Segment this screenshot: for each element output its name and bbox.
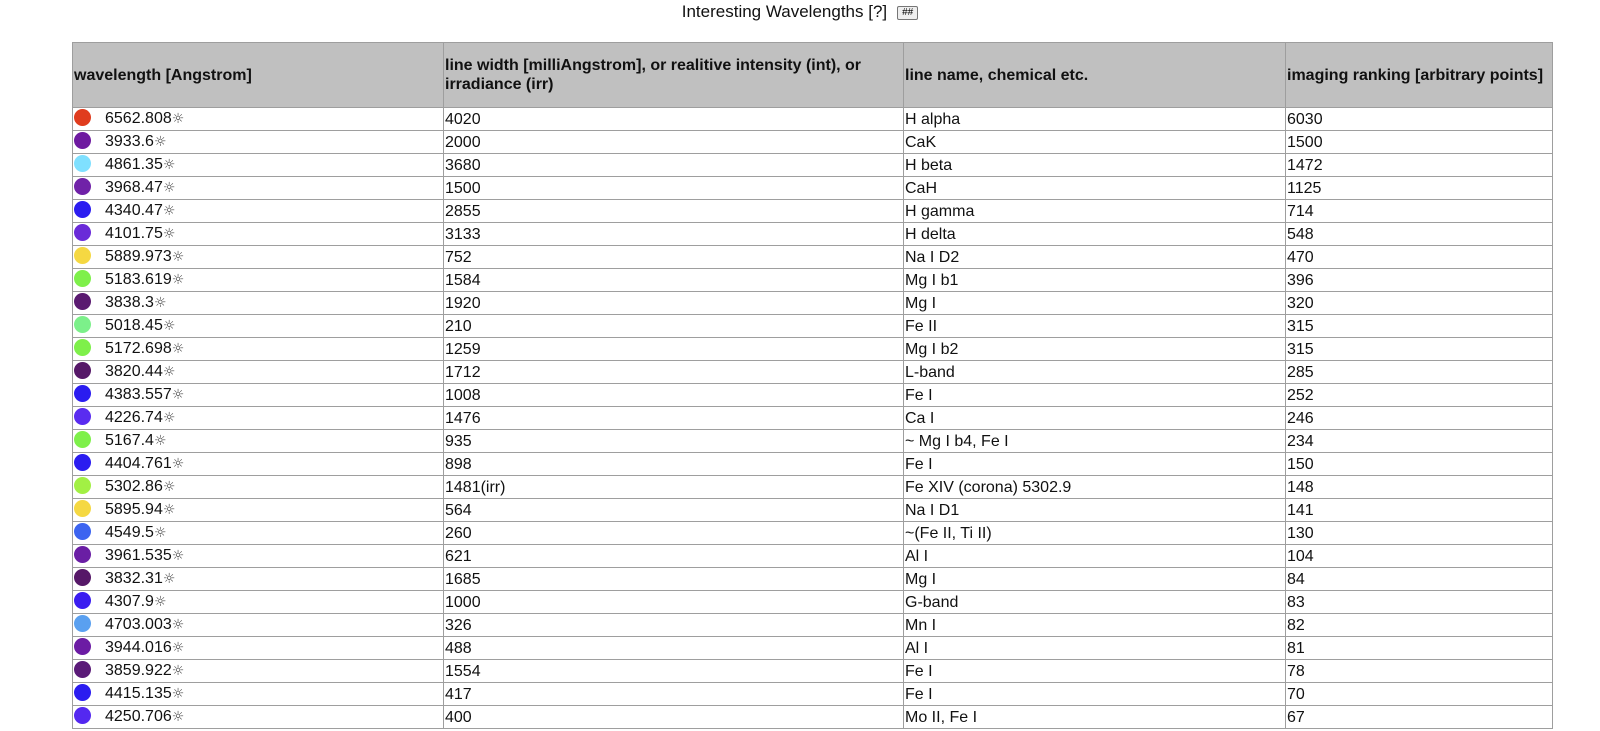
wavelength-cell [73,177,444,200]
wavelength-cell [73,453,444,476]
wavelength-value: 4703.003 [105,616,172,633]
sun-icon[interactable]: ☼ [171,663,185,679]
wavelength-cell [73,269,444,292]
wavelength-value: 4101.75 [105,225,163,242]
line-name-cell: H delta [904,223,1286,246]
table-row[interactable] [73,361,1553,384]
table-row[interactable] [73,200,1553,223]
imaging-ranking-cell: 320 [1286,292,1553,315]
line-name-cell: Fe II [904,315,1286,338]
wavelength-cell [73,384,444,407]
imaging-ranking-cell: 1125 [1286,177,1553,200]
table-row[interactable] [73,591,1553,614]
wavelength-value: 3933.6 [105,133,154,150]
line-width-cell: 417 [444,683,904,706]
imaging-ranking-cell: 6030 [1286,108,1553,131]
wavelengths-table [72,42,1553,729]
table-row[interactable] [73,568,1553,591]
sun-icon[interactable]: ☼ [171,640,185,656]
line-width-cell: 1685 [444,568,904,591]
wavelength-value: 4404.761 [105,455,172,472]
line-name-cell: Mg I b1 [904,269,1286,292]
imaging-ranking-cell: 246 [1286,407,1553,430]
line-name-cell: H alpha [904,108,1286,131]
line-width-cell: 752 [444,246,904,269]
wavelength-value: 4307.9 [105,593,154,610]
line-name-cell: Mg I [904,568,1286,591]
table-row[interactable] [73,384,1553,407]
wavelength-value: 3944.016 [105,639,172,656]
line-width-cell: 210 [444,315,904,338]
wavelength-value: 4383.557 [105,386,172,403]
color-swatch-icon [74,638,91,655]
table-row[interactable] [73,660,1553,683]
imaging-ranking-cell: 81 [1286,637,1553,660]
imaging-ranking-cell: 78 [1286,660,1553,683]
wavelength-cell [73,683,444,706]
color-swatch-icon [74,316,91,333]
wavelength-cell [73,292,444,315]
table-row[interactable] [73,269,1553,292]
wavelength-cell [73,154,444,177]
table-row[interactable] [73,108,1553,131]
wavelength-cell [73,200,444,223]
wavelength-value: 5895.94 [105,501,163,518]
line-name-cell: Al I [904,545,1286,568]
line-name-cell: Fe I [904,660,1286,683]
line-name-cell: Mg I [904,292,1286,315]
page-title: Interesting Wavelengths [?] [681,2,888,21]
wavelength-cell [73,660,444,683]
imaging-ranking-cell: 84 [1286,568,1553,591]
line-name-cell: L-band [904,361,1286,384]
line-name-cell: Na I D2 [904,246,1286,269]
color-swatch-icon [74,293,91,310]
color-swatch-icon [74,385,91,402]
color-swatch-icon [74,178,91,195]
sun-icon[interactable]: ☼ [171,548,185,564]
imaging-ranking-cell: 83 [1286,591,1553,614]
color-swatch-icon [74,132,91,149]
imaging-ranking-cell: 315 [1286,338,1553,361]
table-row[interactable] [73,637,1553,660]
table-row[interactable] [73,292,1553,315]
color-swatch-icon [74,109,91,126]
color-swatch-icon [74,707,91,724]
color-swatch-icon [74,684,91,701]
line-name-cell: Na I D1 [904,499,1286,522]
color-swatch-icon [74,569,91,586]
sun-icon[interactable]: ☼ [171,456,185,472]
table-row[interactable] [73,177,1553,200]
imaging-ranking-cell: 714 [1286,200,1553,223]
line-width-cell: 488 [444,637,904,660]
wavelength-value: 4415.135 [105,685,172,702]
table-row[interactable] [73,522,1553,545]
table-row[interactable] [73,499,1553,522]
line-name-cell: Fe XIV (corona) 5302.9 [904,476,1286,499]
color-swatch-icon [74,546,91,563]
column-header-imaging-ranking[interactable]: imaging ranking [arbitrary points] [1286,43,1553,108]
wavelength-cell [73,706,444,729]
line-name-cell: G-band [904,591,1286,614]
wavelength-value: 4250.706 [105,708,172,725]
imaging-ranking-cell: 396 [1286,269,1553,292]
column-header-wavelength[interactable]: wavelength [Angstrom] [73,43,444,108]
wavelength-cell [73,545,444,568]
line-name-cell: CaK [904,131,1286,154]
line-width-cell: 621 [444,545,904,568]
anchor-button[interactable]: ## [897,6,918,20]
line-width-cell: 1712 [444,361,904,384]
imaging-ranking-cell: 234 [1286,430,1553,453]
line-name-cell: Fe I [904,384,1286,407]
color-swatch-icon [74,270,91,287]
line-name-cell: Al I [904,637,1286,660]
line-name-cell: Ca I [904,407,1286,430]
wavelength-cell [73,223,444,246]
sun-icon[interactable]: ☼ [171,387,185,403]
imaging-ranking-cell: 548 [1286,223,1553,246]
wavelength-value: 3838.3 [105,294,154,311]
line-name-cell: H beta [904,154,1286,177]
line-width-cell: 1476 [444,407,904,430]
imaging-ranking-cell: 1500 [1286,131,1553,154]
sun-icon[interactable]: ☼ [162,180,176,196]
wavelength-cell [73,499,444,522]
wavelength-cell [73,246,444,269]
wavelength-cell [73,637,444,660]
imaging-ranking-cell: 141 [1286,499,1553,522]
color-swatch-icon [74,224,91,241]
table-row[interactable] [73,430,1553,453]
sun-icon[interactable]: ☼ [153,134,167,150]
line-width-cell: 564 [444,499,904,522]
imaging-ranking-cell: 130 [1286,522,1553,545]
table-row[interactable] [73,706,1553,729]
sun-icon[interactable]: ☼ [153,525,167,541]
imaging-ranking-cell: 470 [1286,246,1553,269]
line-width-cell: 3133 [444,223,904,246]
imaging-ranking-cell: 1472 [1286,154,1553,177]
sun-icon[interactable]: ☼ [171,111,185,127]
line-name-cell: ~ Mg I b4, Fe I [904,430,1286,453]
line-width-cell: 1500 [444,177,904,200]
imaging-ranking-cell: 148 [1286,476,1553,499]
line-width-cell: 898 [444,453,904,476]
sun-icon[interactable]: ☼ [162,226,176,242]
line-name-cell: CaH [904,177,1286,200]
sun-icon[interactable]: ☼ [162,479,176,495]
wavelength-cell [73,614,444,637]
column-header-line-name[interactable]: line name, chemical etc. [904,43,1286,108]
color-swatch-icon [74,362,91,379]
line-width-cell: 1554 [444,660,904,683]
wavelength-value: 5889.973 [105,248,172,265]
imaging-ranking-cell: 315 [1286,315,1553,338]
imaging-ranking-cell: 150 [1286,453,1553,476]
wavelength-cell [73,430,444,453]
sun-icon[interactable]: ☼ [162,203,176,219]
wavelength-value: 4226.74 [105,409,163,426]
line-name-cell: Mn I [904,614,1286,637]
sun-icon[interactable]: ☼ [171,341,185,357]
imaging-ranking-cell: 70 [1286,683,1553,706]
table-row[interactable] [73,614,1553,637]
imaging-ranking-cell: 104 [1286,545,1553,568]
wavelength-value: 5183.619 [105,271,172,288]
sun-icon[interactable]: ☼ [153,295,167,311]
color-swatch-icon [74,201,91,218]
wavelength-value: 5172.698 [105,340,172,357]
wavelength-value: 4549.5 [105,524,154,541]
sun-icon[interactable]: ☼ [162,157,176,173]
color-swatch-icon [74,431,91,448]
line-width-cell: 1481(irr) [444,476,904,499]
wavelength-value: 3968.47 [105,179,163,196]
wavelength-value: 3961.535 [105,547,172,564]
color-swatch-icon [74,615,91,632]
color-swatch-icon [74,500,91,517]
line-width-cell: 2000 [444,131,904,154]
wavelength-value: 6562.808 [105,110,172,127]
wavelength-value: 4340.47 [105,202,163,219]
table-row[interactable] [73,131,1553,154]
line-width-cell: 4020 [444,108,904,131]
sun-icon[interactable]: ☼ [162,318,176,334]
sun-icon[interactable]: ☼ [171,686,185,702]
line-width-cell: 1920 [444,292,904,315]
wavelength-cell [73,131,444,154]
line-width-cell: 3680 [444,154,904,177]
sun-icon[interactable]: ☼ [171,249,185,265]
line-width-cell: 260 [444,522,904,545]
color-swatch-icon [74,454,91,471]
line-width-cell: 1259 [444,338,904,361]
line-name-cell: Mg I b2 [904,338,1286,361]
wavelength-cell [73,476,444,499]
color-swatch-icon [74,523,91,540]
table-row[interactable] [73,453,1553,476]
table-row[interactable] [73,476,1553,499]
wavelength-cell [73,361,444,384]
color-swatch-icon [74,408,91,425]
imaging-ranking-cell: 67 [1286,706,1553,729]
line-width-cell: 2855 [444,200,904,223]
line-width-cell: 400 [444,706,904,729]
table-row[interactable] [73,154,1553,177]
sun-icon[interactable]: ☼ [171,617,185,633]
table-row[interactable] [73,407,1553,430]
wavelength-cell [73,591,444,614]
line-width-cell: 1000 [444,591,904,614]
table-row[interactable] [73,315,1553,338]
color-swatch-icon [74,477,91,494]
line-width-cell: 1008 [444,384,904,407]
color-swatch-icon [74,339,91,356]
sun-icon[interactable]: ☼ [162,571,176,587]
line-name-cell: Mo II, Fe I [904,706,1286,729]
page-header [0,0,1600,26]
column-header-line-width[interactable]: line width [milliAngstrom], or realitive intensity (int), or irradiance (irr) [444,43,904,108]
imaging-ranking-cell: 252 [1286,384,1553,407]
line-name-cell: ~(Fe II, Ti II) [904,522,1286,545]
wavelength-cell [73,315,444,338]
sun-icon[interactable]: ☼ [171,272,185,288]
wavelength-cell [73,568,444,591]
wavelength-value: 4861.35 [105,156,163,173]
sun-icon[interactable]: ☼ [153,594,167,610]
wavelength-cell [73,522,444,545]
sun-icon[interactable]: ☼ [153,433,167,449]
line-name-cell: H gamma [904,200,1286,223]
sun-icon[interactable]: ☼ [162,364,176,380]
wavelength-value: 3832.31 [105,570,163,587]
sun-icon[interactable]: ☼ [171,709,185,725]
wavelength-value: 3820.44 [105,363,163,380]
wavelength-value: 5167.4 [105,432,154,449]
line-width-cell: 935 [444,430,904,453]
table-row[interactable] [73,246,1553,269]
wavelength-cell [73,338,444,361]
color-swatch-icon [74,155,91,172]
line-name-cell: Fe I [904,683,1286,706]
imaging-ranking-cell: 285 [1286,361,1553,384]
table-row[interactable] [73,545,1553,568]
line-name-cell: Fe I [904,453,1286,476]
sun-icon[interactable]: ☼ [162,410,176,426]
wavelength-cell [73,407,444,430]
wavelength-value: 5018.45 [105,317,163,334]
line-width-cell: 1584 [444,269,904,292]
wavelength-value: 5302.86 [105,478,163,495]
wavelength-cell [73,108,444,131]
table-row[interactable] [73,338,1553,361]
table-header-row [73,43,1553,108]
color-swatch-icon [74,661,91,678]
table-row[interactable] [73,683,1553,706]
line-width-cell: 326 [444,614,904,637]
wavelength-value: 3859.922 [105,662,172,679]
color-swatch-icon [74,592,91,609]
sun-icon[interactable]: ☼ [162,502,176,518]
color-swatch-icon [74,247,91,264]
table-row[interactable] [73,223,1553,246]
imaging-ranking-cell: 82 [1286,614,1553,637]
